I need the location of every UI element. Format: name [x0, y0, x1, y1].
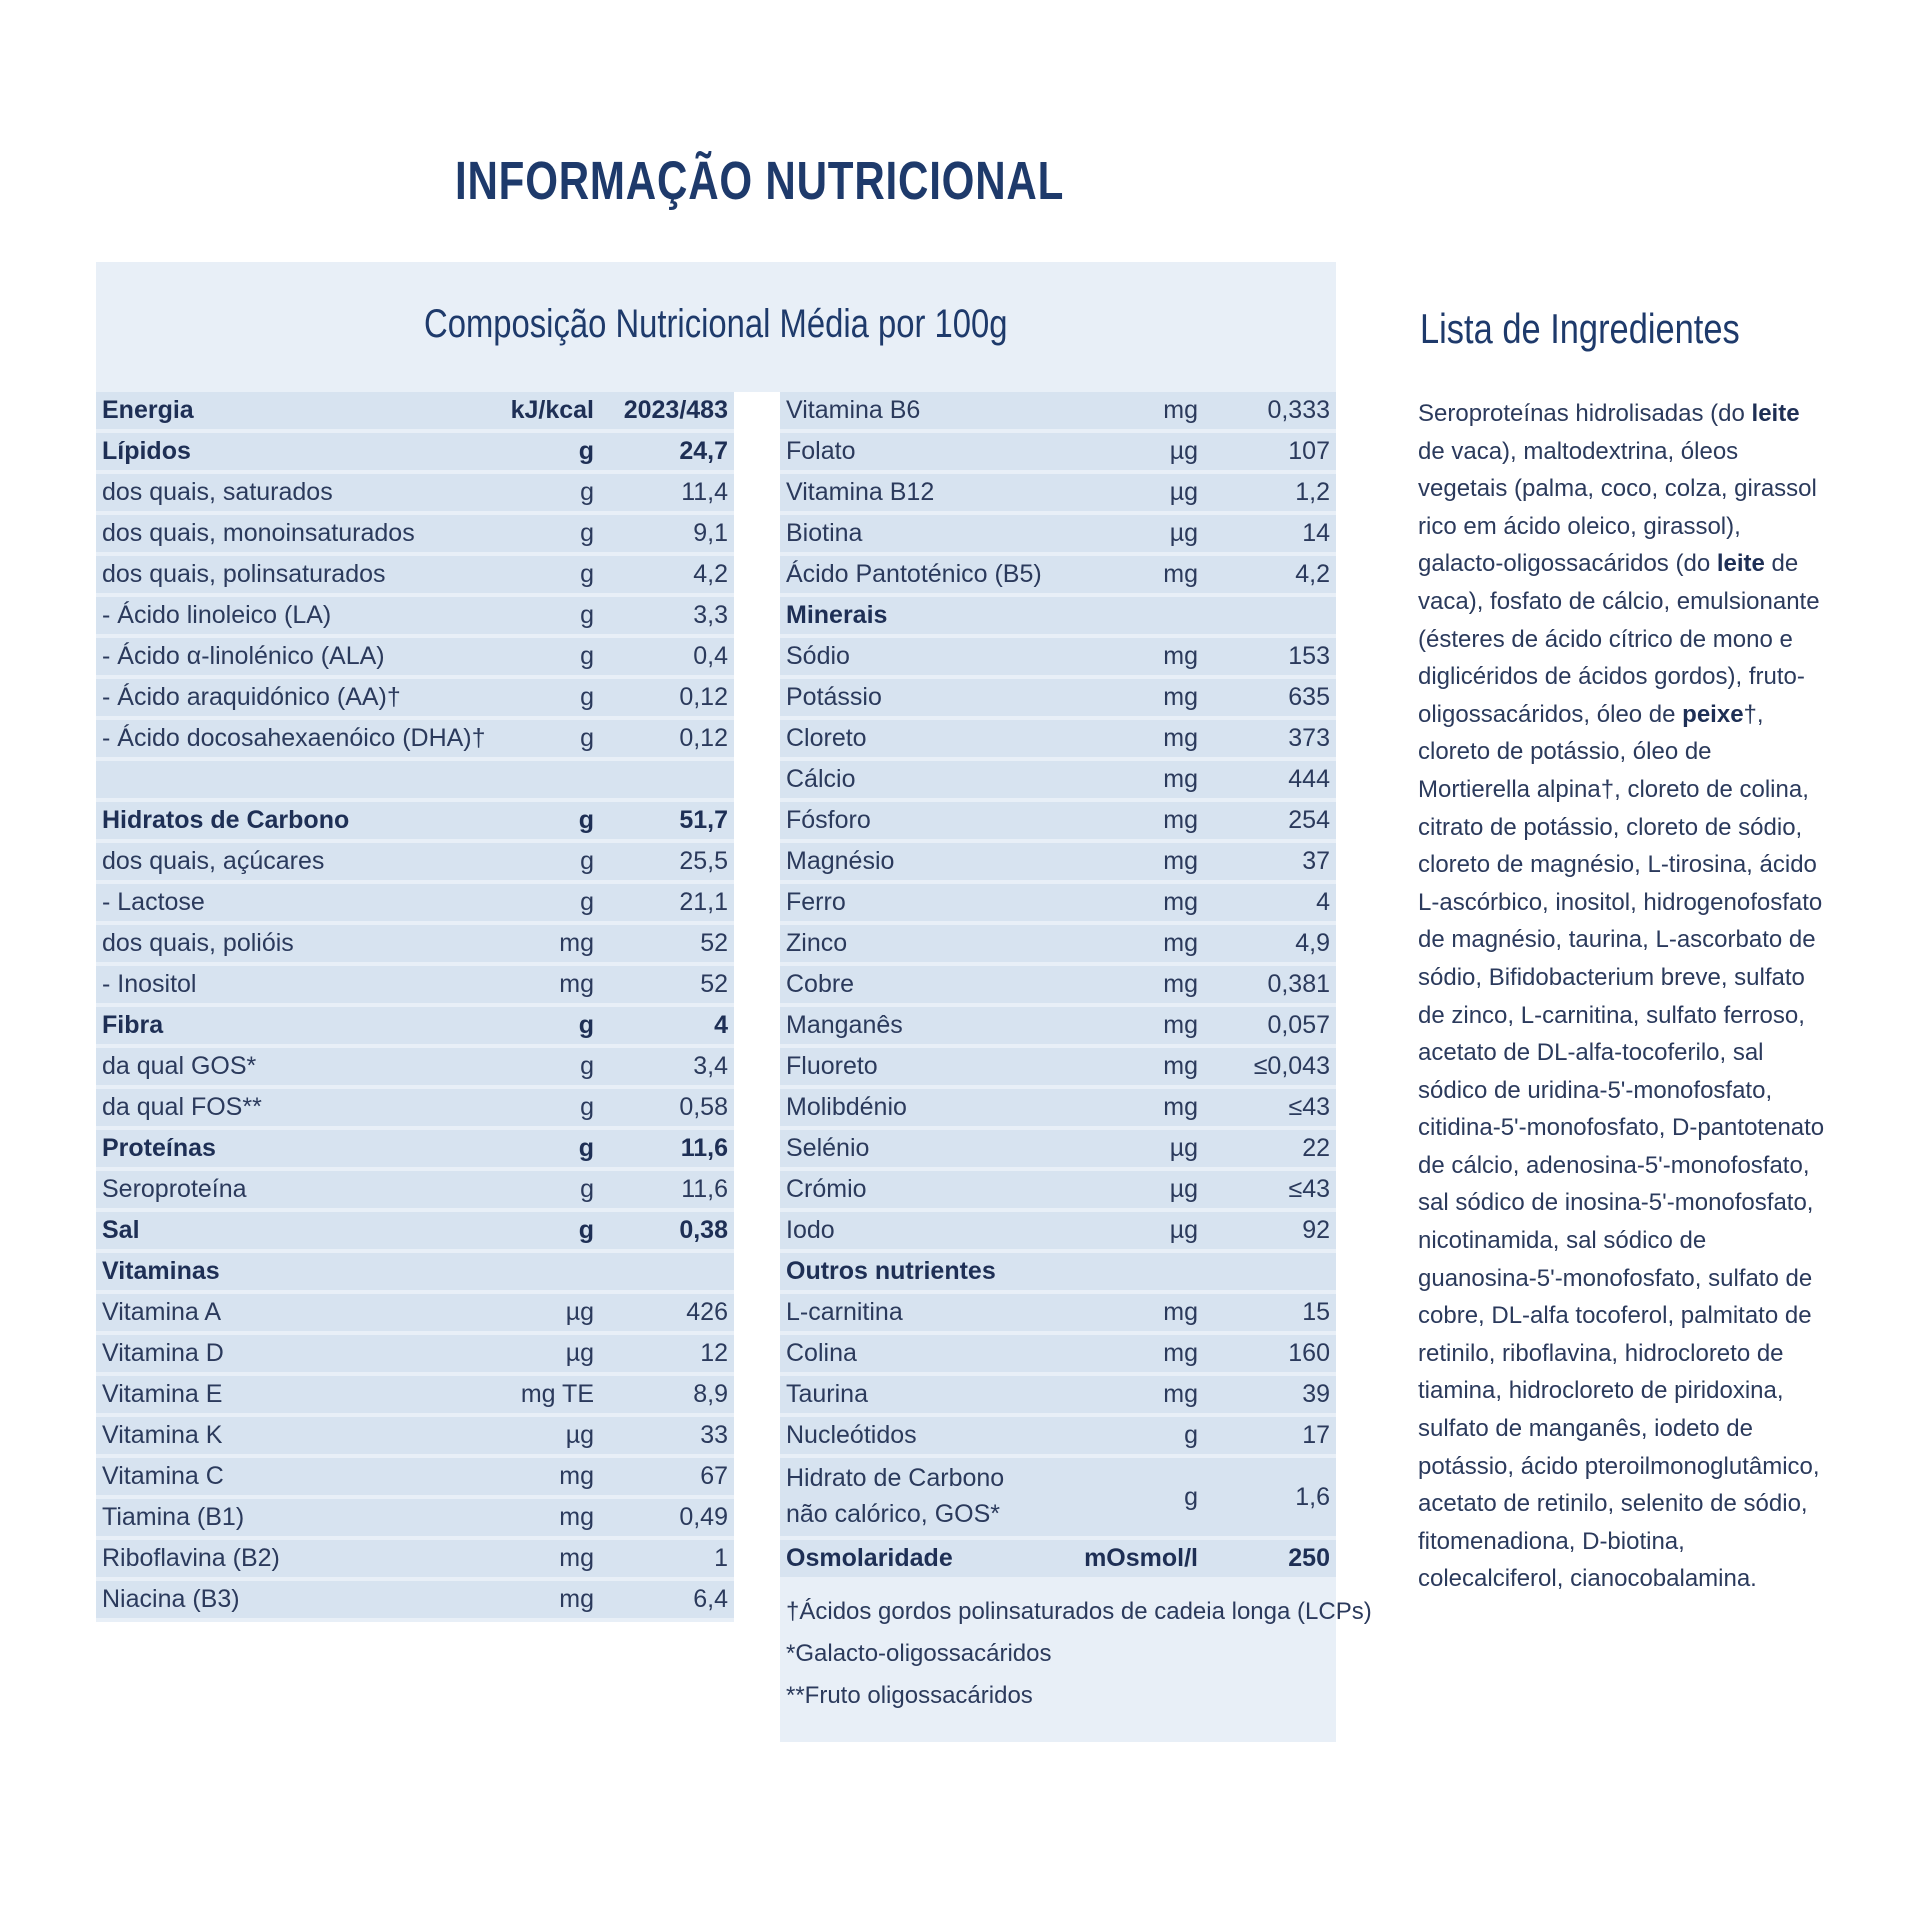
- table-row: [780, 966, 1336, 1003]
- nutrient-unit: mg: [1163, 642, 1198, 670]
- nutrient-value: 4: [1316, 888, 1330, 916]
- nutrient-value: 67: [700, 1462, 728, 1490]
- nutrient-value: 92: [1302, 1216, 1330, 1244]
- nutrient-name: da qual GOS*: [102, 1052, 257, 1080]
- nutrient-name: Outros nutrientes: [786, 1257, 996, 1285]
- table-row: [780, 1171, 1336, 1208]
- nutrient-unit: mg: [1163, 1339, 1198, 1367]
- allergen-milk: leite: [1716, 550, 1765, 578]
- nutrient-name: Fluoreto: [786, 1052, 878, 1080]
- nutrient-unit: mg: [1163, 1298, 1198, 1326]
- nutrient-unit: mg: [1163, 888, 1198, 916]
- table-row: [780, 925, 1336, 962]
- nutrient-unit: mg: [1163, 724, 1198, 752]
- nutrient-unit: mg: [559, 1544, 594, 1572]
- nutrient-value: 39: [1302, 1380, 1330, 1408]
- nutrient-name: Potássio: [786, 683, 882, 711]
- table-row: [780, 1130, 1336, 1167]
- nutrient-value: 0,381: [1267, 970, 1330, 998]
- nutrient-name: Molibdénio: [786, 1093, 907, 1121]
- nutrient-unit: g: [578, 806, 594, 834]
- nutrient-unit: g: [578, 1216, 594, 1244]
- nutrient-name: Niacina (B3): [102, 1585, 240, 1613]
- table-row: [780, 515, 1336, 552]
- nutrient-name: Tiamina (B1): [102, 1503, 245, 1531]
- table-row: [96, 1253, 734, 1290]
- nutrient-unit: mg: [1163, 396, 1198, 424]
- nutrient-name: dos quais, polióis: [102, 929, 294, 957]
- table-row: [96, 720, 734, 757]
- nutrient-unit: g: [1184, 1483, 1198, 1511]
- nutrient-name: Selénio: [786, 1134, 870, 1162]
- nutrient-name: da qual FOS**: [102, 1093, 262, 1121]
- nutrient-unit: mg: [559, 1462, 594, 1490]
- nutrient-name: Magnésio: [786, 847, 895, 875]
- nutrient-unit: mOsmol/l: [1084, 1544, 1198, 1572]
- nutrient-name: Lípidos: [102, 437, 191, 465]
- nutrient-value: 107: [1288, 437, 1330, 465]
- nutrient-name: - Inositol: [102, 970, 197, 998]
- nutrient-value: 250: [1288, 1544, 1330, 1572]
- nutrient-name: Folato: [786, 437, 856, 465]
- nutrient-unit: g: [580, 642, 594, 670]
- nutrient-unit: mg: [1163, 847, 1198, 875]
- footnote-lcp: †Ácidos gordos polinsaturados de cadeia longa (LCPs): [786, 1598, 1372, 1625]
- nutrient-name: Vitamina B6: [786, 396, 921, 424]
- nutrient-unit: mg: [559, 1585, 594, 1613]
- nutrient-value: 635: [1288, 683, 1330, 711]
- table-row: [780, 679, 1336, 716]
- table-row: [780, 1253, 1336, 1290]
- table-row: [96, 1376, 734, 1413]
- nutrient-unit: µg: [1169, 1175, 1198, 1203]
- nutrient-value: ≤43: [1288, 1093, 1330, 1121]
- table-row: [780, 1294, 1336, 1331]
- nutrient-value: 12: [700, 1339, 728, 1367]
- nutrient-unit: g: [580, 519, 594, 547]
- table-row: [780, 1335, 1336, 1372]
- table-row: [96, 1335, 734, 1372]
- nutrient-value: 14: [1302, 519, 1330, 547]
- nutrient-name: Zinco: [786, 929, 848, 957]
- nutrient-name: dos quais, saturados: [102, 478, 333, 506]
- nutrient-name: - Ácido araquidónico (AA)†: [102, 683, 401, 711]
- nutrient-value: 2023/483: [623, 396, 728, 424]
- table-row: [96, 474, 734, 511]
- nutrient-unit: µg: [1169, 1134, 1198, 1162]
- nutrient-unit: mg TE: [520, 1380, 594, 1408]
- footnote-gos: *Galacto-oligossacáridos: [786, 1640, 1052, 1667]
- nutrient-value: 153: [1288, 642, 1330, 670]
- nutrient-unit: g: [580, 601, 594, 629]
- nutrient-name: - Ácido docosahexaenóico (DHA)†: [102, 724, 486, 752]
- nutrition-table-left: [96, 392, 734, 1622]
- nutrient-name: Vitaminas: [102, 1257, 220, 1285]
- nutrient-name: Ferro: [786, 888, 846, 916]
- nutrient-unit: g: [580, 478, 594, 506]
- nutrient-unit: mg: [1163, 929, 1198, 957]
- nutrient-value: 17: [1302, 1421, 1330, 1449]
- table-row: [96, 638, 734, 675]
- nutrient-value: 22: [1302, 1134, 1330, 1162]
- table-row: [96, 1417, 734, 1454]
- nutrient-name: Manganês: [786, 1011, 903, 1039]
- nutrient-unit: mg: [559, 929, 594, 957]
- nutrient-unit: mg: [1163, 1093, 1198, 1121]
- nutrient-unit: g: [580, 683, 594, 711]
- table-row: [780, 720, 1336, 757]
- nutrient-value: ≤43: [1288, 1175, 1330, 1203]
- table-row: [780, 884, 1336, 921]
- nutrient-value: 254: [1288, 806, 1330, 834]
- nutrient-name: Crómio: [786, 1175, 867, 1203]
- nutrient-value: 52: [700, 929, 728, 957]
- nutrient-unit: mg: [1163, 765, 1198, 793]
- nutrient-unit: mg: [1163, 970, 1198, 998]
- nutrient-value: 0,58: [679, 1093, 728, 1121]
- nutrition-table-right: [780, 392, 1336, 1581]
- table-row: [96, 966, 734, 1003]
- table-row: [96, 1458, 734, 1495]
- nutrient-name: dos quais, polinsaturados: [102, 560, 386, 588]
- page-title: INFORMAÇÃO NUTRICIONAL: [455, 151, 1065, 211]
- table-row: [96, 1171, 734, 1208]
- nutrient-name: Taurina: [786, 1380, 868, 1408]
- nutrient-unit: µg: [565, 1298, 594, 1326]
- nutrient-name: Sódio: [786, 642, 850, 670]
- allergen-fish: peixe: [1682, 700, 1744, 728]
- nutrient-name: Vitamina E: [102, 1380, 223, 1408]
- nutrient-name: Biotina: [786, 519, 863, 547]
- nutrient-value: 1: [714, 1544, 728, 1572]
- nutrient-value: 0,12: [679, 724, 728, 752]
- nutrient-value: 4,2: [1295, 560, 1330, 588]
- table-row: [96, 761, 734, 798]
- nutrient-unit: g: [580, 1175, 594, 1203]
- table-row: [780, 556, 1336, 593]
- table-row: [780, 597, 1336, 634]
- table-row: [96, 843, 734, 880]
- nutrient-unit: µg: [1169, 1216, 1198, 1244]
- table-row: [96, 1540, 734, 1577]
- nutrient-unit: µg: [565, 1339, 594, 1367]
- table-row: [96, 1499, 734, 1536]
- nutrient-name: - Ácido α-linolénico (ALA): [102, 642, 385, 670]
- table-row: [780, 1212, 1336, 1249]
- nutrient-unit: mg: [559, 1503, 594, 1531]
- nutrient-value: ≤0,043: [1253, 1052, 1330, 1080]
- table-row: [96, 515, 734, 552]
- footnote-fos: **Fruto oligossacáridos: [786, 1682, 1033, 1709]
- table-row: [96, 1212, 734, 1249]
- nutrient-unit: mg: [1163, 683, 1198, 711]
- nutrient-value: 0,38: [679, 1216, 728, 1244]
- nutrient-value: 51,7: [679, 806, 728, 834]
- table-row: [780, 1007, 1336, 1044]
- nutrient-value: 0,333: [1267, 396, 1330, 424]
- nutrient-value: 4,2: [693, 560, 728, 588]
- table-row: [780, 474, 1336, 511]
- nutrient-value: 1,2: [1295, 478, 1330, 506]
- table-row: [96, 1048, 734, 1085]
- table-row: [780, 1417, 1336, 1454]
- nutrient-name: Hidrato de Carbono não calórico, GOS*: [786, 1464, 1005, 1528]
- nutrient-value: 52: [700, 970, 728, 998]
- table-row: [96, 679, 734, 716]
- nutrient-value: 33: [700, 1421, 728, 1449]
- table-row: [780, 1048, 1336, 1085]
- nutrient-name: Proteínas: [102, 1134, 216, 1162]
- nutrient-name: L-carnitina: [786, 1298, 903, 1326]
- table-row: [96, 1007, 734, 1044]
- table-row: [780, 1376, 1336, 1413]
- nutrient-value: 21,1: [679, 888, 728, 916]
- nutrient-name: Sal: [102, 1216, 140, 1244]
- table-row: [96, 556, 734, 593]
- nutrient-name: Cobre: [786, 970, 855, 998]
- table-row: [96, 925, 734, 962]
- nutrient-value: 25,5: [679, 847, 728, 875]
- nutrient-value: 3,3: [693, 601, 728, 629]
- table-row: [780, 433, 1336, 470]
- nutrient-name: Vitamina C: [102, 1462, 224, 1490]
- table-row: [780, 1458, 1336, 1536]
- nutrient-value: 9,1: [693, 519, 728, 547]
- nutrient-unit: mg: [559, 970, 594, 998]
- table-row: [96, 1089, 734, 1126]
- nutrient-name: Ácido Pantoténico (B5): [786, 560, 1042, 588]
- allergen-milk: leite: [1751, 400, 1800, 427]
- nutrient-unit: mg: [1163, 1380, 1198, 1408]
- nutrient-unit: g: [578, 1011, 594, 1039]
- nutrient-unit: µg: [565, 1421, 594, 1449]
- nutrient-unit: g: [580, 888, 594, 916]
- nutrient-name: Vitamina D: [102, 1339, 224, 1367]
- table-subtitle: Composição Nutricional Média por 100g: [424, 302, 1008, 346]
- table-header-panel: [96, 262, 1336, 392]
- nutrient-name: dos quais, açúcares: [102, 847, 325, 875]
- nutrient-name: Colina: [786, 1339, 857, 1367]
- table-row: [96, 1130, 734, 1167]
- nutrient-name: Minerais: [786, 601, 888, 629]
- nutrient-value: 1,6: [1295, 1483, 1330, 1511]
- nutrient-unit: mg: [1163, 806, 1198, 834]
- nutrient-unit: g: [580, 1052, 594, 1080]
- table-row: [96, 392, 734, 429]
- nutrient-name: Seroproteína: [102, 1175, 247, 1203]
- nutrient-name: dos quais, monoinsaturados: [102, 519, 415, 547]
- nutrient-value: 11,6: [680, 1134, 728, 1162]
- nutrient-name: Fibra: [102, 1011, 164, 1039]
- nutrient-unit: g: [1184, 1421, 1198, 1449]
- nutrient-name: Vitamina B12: [786, 478, 935, 506]
- nutrient-name: Hidratos de Carbono: [102, 806, 350, 834]
- nutrient-unit: µg: [1169, 437, 1198, 465]
- ingredients-title: Lista de Ingredientes: [1420, 305, 1740, 352]
- table-row: [780, 843, 1336, 880]
- nutrient-unit: mg: [1163, 560, 1198, 588]
- nutrient-value: 24,7: [679, 437, 728, 465]
- table-row: [96, 1294, 734, 1331]
- nutrient-unit: µg: [1169, 519, 1198, 547]
- nutrient-value: 37: [1302, 847, 1330, 875]
- nutrient-value: 11,6: [681, 1175, 728, 1203]
- nutrient-name: Fósforo: [786, 806, 871, 834]
- nutrient-name: Osmolaridade: [786, 1544, 953, 1572]
- nutrient-value: 426: [686, 1298, 728, 1326]
- nutrient-unit: g: [578, 437, 594, 465]
- nutrient-name: - Ácido linoleico (LA): [102, 601, 332, 629]
- table-row: [96, 1581, 734, 1618]
- nutrient-name: Iodo: [786, 1216, 835, 1244]
- nutrient-unit: mg: [1163, 1052, 1198, 1080]
- nutrient-name: Vitamina A: [102, 1298, 222, 1326]
- nutrient-unit: g: [580, 560, 594, 588]
- table-row: [96, 597, 734, 634]
- nutrient-value: 11,4: [681, 478, 728, 506]
- nutrient-value: 6,4: [693, 1585, 728, 1613]
- nutrient-value: 0,057: [1267, 1011, 1330, 1039]
- ingredients-list: Seroproteínas hidrolisadas (do leite de vaca), maltodextrina, óleos vegetais (palma, coco, colza, girassol rico em ácido oleico, girassol), galacto-oligossacáridos (do leite de vaca), fosfato de cálcio, emulsionante (ésteres de ácido cítrico de mono e diglicéridos de ácidos gordos), fruto-oligossacáridos, óleo de peixe†, cloreto de potássio, óleo de Mortierella alpina†, cloreto de colina, citrato de potássio, cloreto de sódio, cloreto de magnésio, L-tirosina, ácido L-ascórbico, inositol, hidrogenofosfato de magnésio, taurina, L-ascorbato de sódio, Bifidobacterium breve, sulfato de zinco, L-carnitina, sulfato ferroso, acetato de DL-alfa-tocoferilo, sal sódico de uridina-5'-monofosfato, citidina-5'-monofosfato, D-pantotenato de cálcio, adenosina-5'-monofosfato, sal sódico de inosina-5'-monofosfato, nicotinamida, sal sódico de guanosina-5'-monofosfato, sulfato de cobre, DL-alfa tocoferol, palmitato de retinilo, riboflavina, hidrocloreto de tiamina, hidrocloreto de piridoxina, sulfato de manganês, iodeto de potássio, ácido pteroilmonoglutâmico, acetato de retinilo, selenito de sódio, fitomenadiona, D-biotina, colecalciferol, cianocobalamina.: [1418, 400, 1825, 1593]
- table-row: [780, 1089, 1336, 1126]
- nutrient-unit: g: [580, 1093, 594, 1121]
- nutrient-value: 0,4: [693, 642, 728, 670]
- nutrient-unit: g: [580, 847, 594, 875]
- nutrient-unit: mg: [1163, 1011, 1198, 1039]
- nutrient-name: Energia: [102, 396, 194, 424]
- table-row: [780, 1540, 1336, 1577]
- nutrient-name: Riboflavina (B2): [102, 1544, 280, 1572]
- nutrient-value: 0,12: [679, 683, 728, 711]
- footnotes: [780, 1580, 1372, 1742]
- table-row: [780, 638, 1336, 675]
- nutrient-value: 4,9: [1295, 929, 1330, 957]
- nutrient-name: Cloreto: [786, 724, 867, 752]
- table-row: [96, 802, 734, 839]
- nutrient-value: 444: [1288, 765, 1330, 793]
- nutrient-unit: kJ/kcal: [510, 396, 594, 424]
- nutrient-name: Cálcio: [786, 765, 856, 793]
- nutrient-name: Nucleótidos: [786, 1421, 917, 1449]
- nutrient-value: 160: [1288, 1339, 1330, 1367]
- nutrient-value: 373: [1288, 724, 1330, 752]
- nutrient-unit: g: [580, 724, 594, 752]
- table-row: [96, 884, 734, 921]
- nutrient-unit: g: [578, 1134, 594, 1162]
- nutrient-value: 15: [1302, 1298, 1330, 1326]
- nutrient-value: 3,4: [693, 1052, 728, 1080]
- nutrient-unit: µg: [1169, 478, 1198, 506]
- nutrient-value: 4: [714, 1011, 728, 1039]
- nutrient-value: 8,9: [693, 1380, 728, 1408]
- nutrient-name: Vitamina K: [102, 1421, 223, 1449]
- table-row: [780, 802, 1336, 839]
- nutrient-value: 0,49: [679, 1503, 728, 1531]
- table-row: [780, 761, 1336, 798]
- nutrient-name: - Lactose: [102, 888, 205, 916]
- table-row: [96, 433, 734, 470]
- table-row: [780, 392, 1336, 429]
